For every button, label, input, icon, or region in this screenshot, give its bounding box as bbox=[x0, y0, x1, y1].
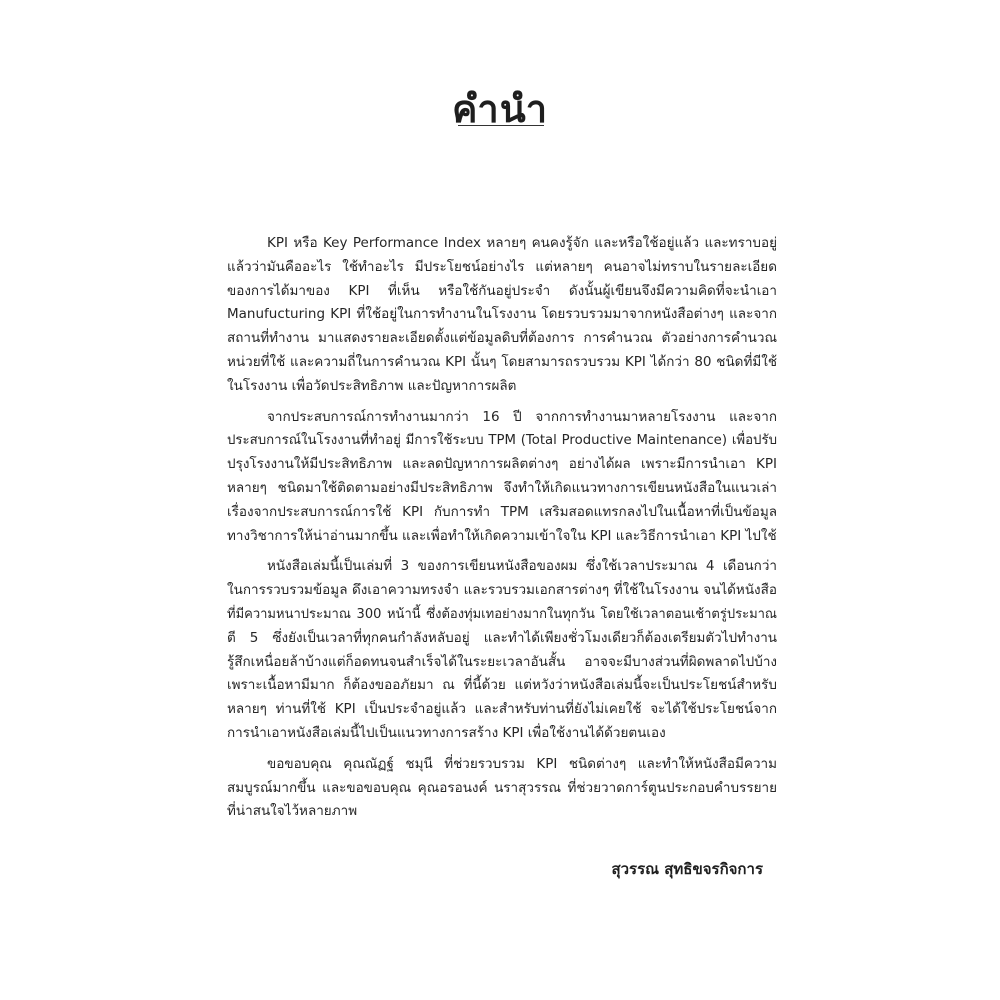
text-line: เรื่องจากประสบการณ์การใช้ KPI กับการทำ TPM เสริมสอดแทรกลงไปในเนื้อหาที่เป็นข้อมูล bbox=[227, 503, 777, 520]
text-line: สถานที่ทำงาน มาแสดงรายละเอียดตั้งแต่ข้อมูลดิบที่ต้องการ การคำนวณ ตัวอย่างการคำนวณ bbox=[227, 330, 777, 347]
text-line: KPI หรือ Key Performance Index หลายๆ คนคงรู้จัก และหรือใช้อยู่แล้ว และทราบอยู่ bbox=[267, 235, 777, 251]
text-line: ทางวิชาการให้น่าอ่านมากขึ้น และเพื่อทำให้เกิดความเข้าใจใน KPI และวิธีการนำเอา KPI ไปใช้ bbox=[227, 527, 777, 544]
paragraph bbox=[227, 555, 777, 745]
title-underline bbox=[458, 125, 544, 126]
text-line: ที่น่าสนใจไว้หลายภาพ bbox=[227, 803, 358, 820]
text-line: ขอขอบคุณ คุณณัฏฐ์ ชมุนี ที่ช่วยรวบรวม KPI ชนิดต่างๆ และทำให้หนังสือมีความ bbox=[267, 755, 777, 772]
paragraph bbox=[227, 232, 777, 399]
text-line: หลายๆ ท่านที่ใช้ KPI เป็นประจำอยู่แล้ว และสำหรับท่านที่ยังไม่เคยใช้ จะได้ใช้ประโยชน์จาก bbox=[227, 701, 777, 718]
text-line: ปรุงโรงงานให้มีประสิทธิภาพ และลดปัญหาการผลิตต่างๆ อย่างได้ผล เพราะมีการนำเอา KPI bbox=[227, 456, 777, 473]
text-line: ของการได้มาของ KPI ที่เห็น หรือใช้กันอยู่ประจำ ดังนั้นผู้เขียนจึงมีความคิดที่จะนำเอา bbox=[227, 282, 777, 299]
text-line: ประสบการณ์ในโรงงานที่ทำอยู่ มีการใช้ระบบ TPM (Total Productive Maintenance) เพื่อปรับ bbox=[227, 433, 777, 449]
text-line: เพราะเนื้อหามีมาก ก็ต้องขออภัยมา ณ ที่นี้ด้วย แต่หวังว่าหนังสือเล่มนี้จะเป็นประโยชน์สำหรับ bbox=[227, 677, 777, 694]
author-signature: สุวรรณ สุทธิขจรกิจการ bbox=[611, 860, 763, 878]
preface-body bbox=[227, 232, 777, 831]
text-line: Manufucturing KPI ที่ใช้อยู่ในการทำงานในโรงงาน โดยรวบรวมมาจากหนังสือต่างๆ และจาก bbox=[227, 306, 777, 323]
text-line: หน่วยที่ใช้ และความถี่ในการคำนวณ KPI นั้นๆ โดยสามารถรวบรวม KPI ได้กว่า 80 ชนิดที่มีใช้ bbox=[227, 353, 777, 370]
page-title: คำนำ bbox=[451, 87, 549, 131]
text-line: การนำเอาหนังสือเล่มนี้ไปเป็นแนวทางการสร้าง KPI เพื่อใช้งานได้ด้วยตนเอง bbox=[227, 724, 666, 741]
text-line: ตี 5 ซึ่งยังเป็นเวลาที่ทุกคนกำลังหลับอยู่ และทำได้เพียงชั่วโมงเดียวก็ต้องเตรียมตัวไปทำงาน bbox=[227, 629, 777, 646]
text-line: หนังสือเล่มนี้เป็นเล่มที่ 3 ของการเขียนหนังสือของผม ซึ่งใช้เวลาประมาณ 4 เดือนกว่า bbox=[267, 558, 777, 575]
paragraph bbox=[227, 406, 777, 549]
text-line: ที่มีความหนาประมาณ 300 หน้านี้ ซึ่งต้องทุ่มเทอย่างมากในทุกวัน โดยใช้เวลาตอนเช้าตรู่ประมาณ bbox=[227, 606, 777, 622]
text-line: รู้สึกเหนื่อยล้าบ้างแต่ก็อดทนจนสำเร็จได้ในระยะเวลาอันสั้น อาจจะมีบางส่วนที่ผิดพลาดไปบ้าง bbox=[227, 653, 777, 670]
text-line: หลายๆ ชนิดมาใช้ติดตามอย่างมีประสิทธิภาพ จึงทำให้เกิดแนวทางการเขียนหนังสือในแนวเล่า bbox=[227, 479, 777, 496]
text-line: แล้วว่ามันคืออะไร ใช้ทำอะไร มีประโยชน์อย่างไร แต่หลายๆ คนอาจไม่ทราบในรายละเอียด bbox=[227, 258, 777, 275]
text-line: สมบูรณ์มากขึ้น และขอขอบคุณ คุณอรอนงค์ นราสุวรรณ ที่ช่วยวาดการ์ตูนประกอบคำบรรยาย bbox=[227, 779, 777, 796]
paragraph bbox=[227, 753, 777, 824]
text-line: ในโรงงาน เพื่อวัดประสิทธิภาพ และปัญหาการผลิต bbox=[227, 377, 517, 394]
text-line: ในการรวบรวมข้อมูล ดึงเอาความทรงจำ และรวบรวมเอกสารต่างๆ ที่ใช้ในโรงงาน จนได้หนังสือ bbox=[227, 582, 777, 599]
text-line: จากประสบการณ์การทำงานมากว่า 16 ปี จากการทำงานมาหลายโรงงาน และจาก bbox=[267, 408, 777, 425]
